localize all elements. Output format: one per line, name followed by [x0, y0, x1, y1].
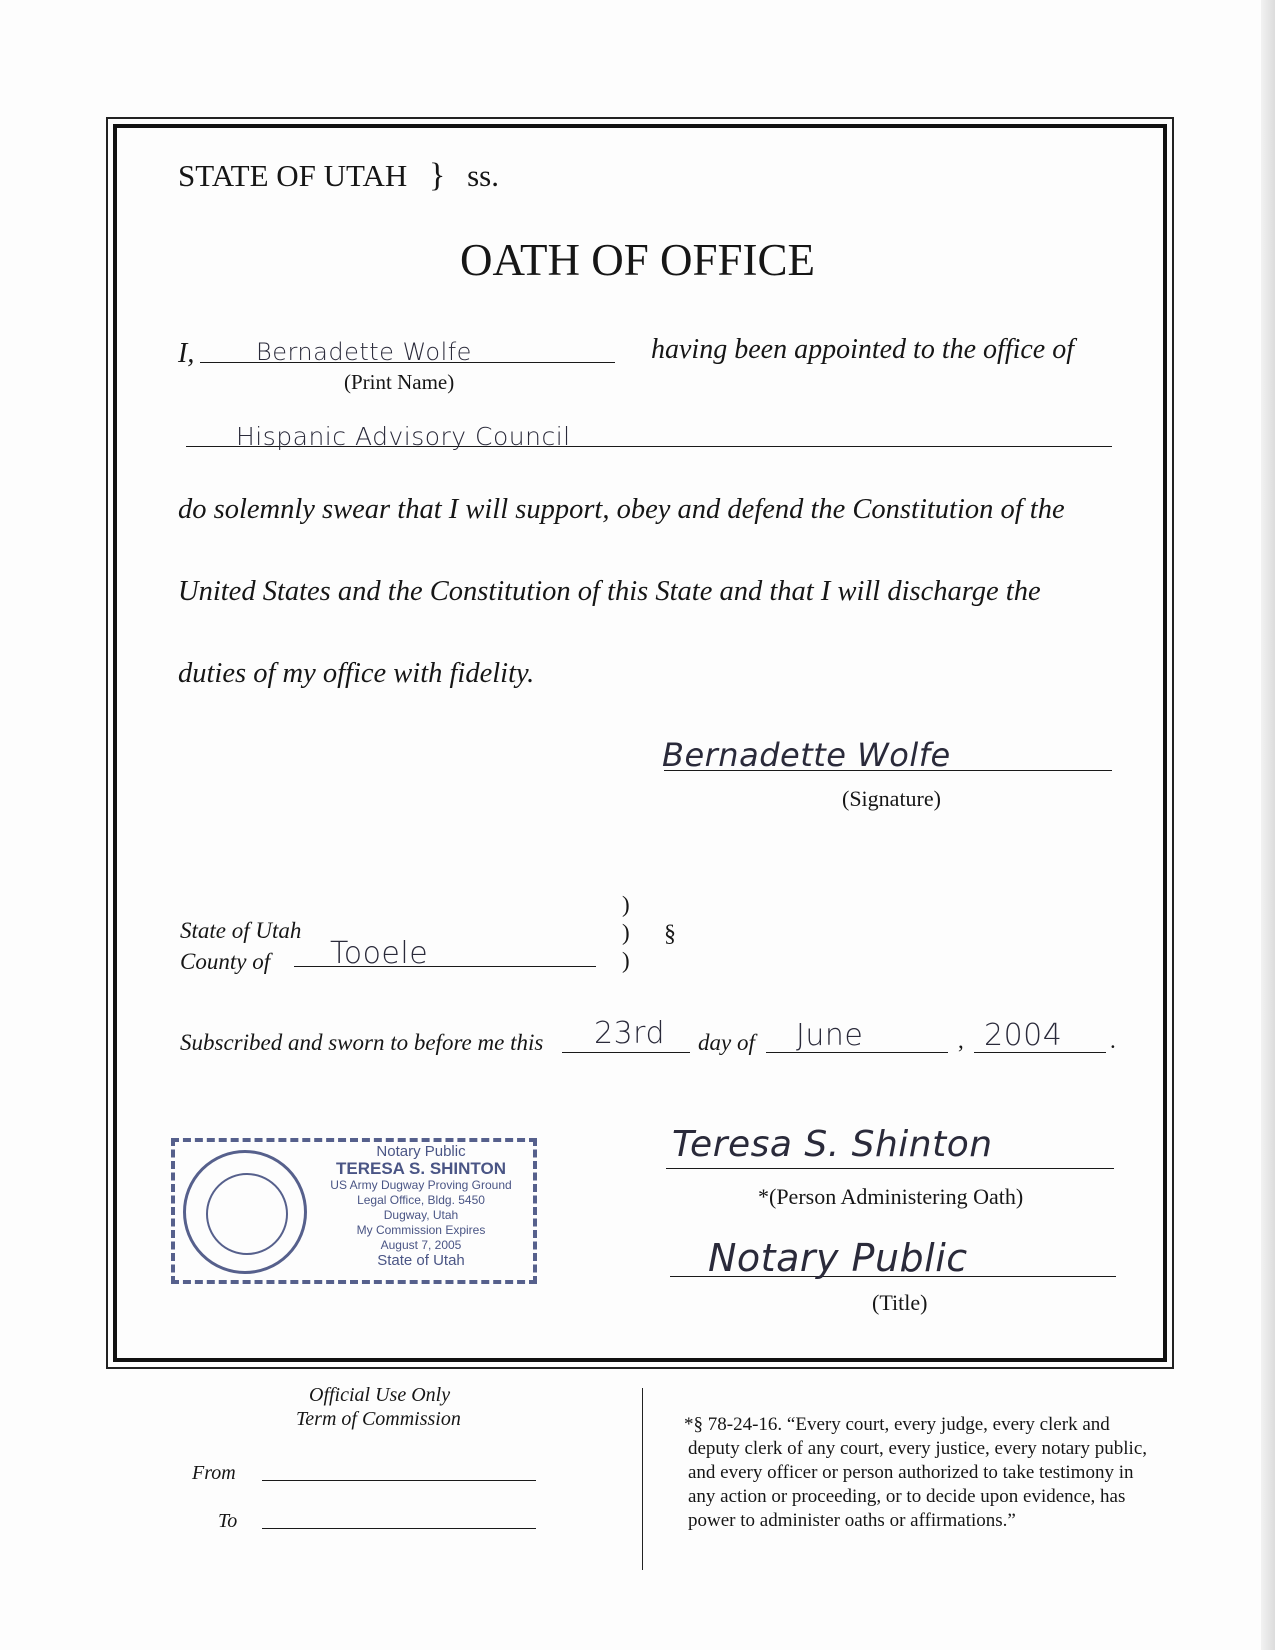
sworn-prefix: Subscribed and sworn to before me this — [180, 1030, 544, 1055]
period: . — [1110, 1028, 1116, 1053]
appointed-text: having been appointed to the office of — [651, 334, 1075, 365]
to-field[interactable] — [262, 1528, 536, 1529]
oath-text-line-3: duties of my office with fidelity. — [178, 658, 535, 689]
i-prefix: I, — [178, 338, 195, 369]
venue-state-label: State of Utah — [180, 918, 302, 943]
county-field[interactable]: Tooele — [330, 936, 429, 971]
oath-text-line-2: United States and the Constitution of this State and that I will discharge the — [178, 576, 1041, 607]
venue-paren-1: ) — [622, 892, 630, 917]
state-heading — [178, 157, 499, 195]
name-field[interactable]: Bernadette Wolfe — [256, 338, 472, 366]
footer-divider — [642, 1388, 643, 1570]
to-label: To — [218, 1510, 238, 1532]
oath-text-line-1: do solemnly swear that I will support, obey and defend the Constitution of the — [178, 494, 1065, 525]
print-name-label: (Print Name) — [344, 370, 455, 394]
venue-paren-3: ) — [622, 948, 630, 973]
stamp-line-3: US Army Dugway Proving Ground — [330, 1178, 512, 1192]
day-of-label: day of — [698, 1030, 755, 1055]
venue-county-label: County of — [180, 949, 271, 974]
stamp-line-8: State of Utah — [377, 1252, 465, 1269]
comma: , — [958, 1028, 964, 1053]
page-title: OATH OF OFFICE — [459, 235, 816, 285]
state-line: STATE OF UTAH — [178, 158, 408, 193]
administrator-signature-line — [666, 1168, 1114, 1169]
stamp-line-6: My Commission Expires — [356, 1223, 486, 1237]
title-label: (Title) — [872, 1290, 928, 1315]
ss-label: ss. — [467, 158, 499, 193]
from-label: From — [192, 1462, 236, 1484]
term-of-commission-heading: Term of Commission — [296, 1408, 461, 1430]
notary-stamp — [171, 1138, 541, 1288]
office-field[interactable]: Hispanic Advisory Council — [236, 422, 571, 451]
signature-label: (Signature) — [842, 786, 941, 811]
venue-paren-2: ) — [622, 920, 630, 945]
brace: } — [429, 157, 446, 194]
stamp-line-1: Notary Public — [376, 1143, 466, 1160]
month-field[interactable]: June — [796, 1018, 864, 1053]
stamp-text — [311, 1144, 531, 1268]
year-field[interactable]: 2004 — [984, 1018, 1063, 1053]
day-field[interactable]: 23rd — [594, 1016, 666, 1051]
stamp-line-2: TERESA S. SHINTON — [335, 1159, 507, 1178]
day-field-line — [562, 1052, 690, 1053]
signature-field[interactable]: Bernadette Wolfe — [662, 736, 951, 774]
footnote-line-1: *§ 78-24-16. “Every court, every judge, every clerk and — [684, 1414, 1110, 1435]
from-field[interactable] — [262, 1480, 536, 1481]
footnote-line-3: and every officer or person authorized to take testimony in — [688, 1462, 1134, 1483]
title-field[interactable]: Notary Public — [708, 1236, 968, 1280]
footnote-line-4: any action or proceeding, or to decide upon evidence, has — [688, 1486, 1126, 1507]
official-use-heading: Official Use Only — [309, 1384, 451, 1406]
stamp-line-5: Dugway, Utah — [383, 1208, 459, 1222]
footnote-line-5: power to administer oaths or affirmations.” — [688, 1510, 1016, 1531]
administrator-label: *(Person Administering Oath) — [758, 1184, 1024, 1209]
section-symbol: § — [664, 921, 676, 947]
administrator-signature[interactable]: Teresa S. Shinton — [672, 1124, 993, 1165]
stamp-line-4: Legal Office, Bldg. 5450 — [357, 1193, 485, 1207]
stamp-line-7: August 7, 2005 — [380, 1238, 462, 1252]
state-seal-icon — [183, 1150, 307, 1274]
footnote-line-2: deputy clerk of any court, every justice, every notary public, — [688, 1438, 1147, 1459]
